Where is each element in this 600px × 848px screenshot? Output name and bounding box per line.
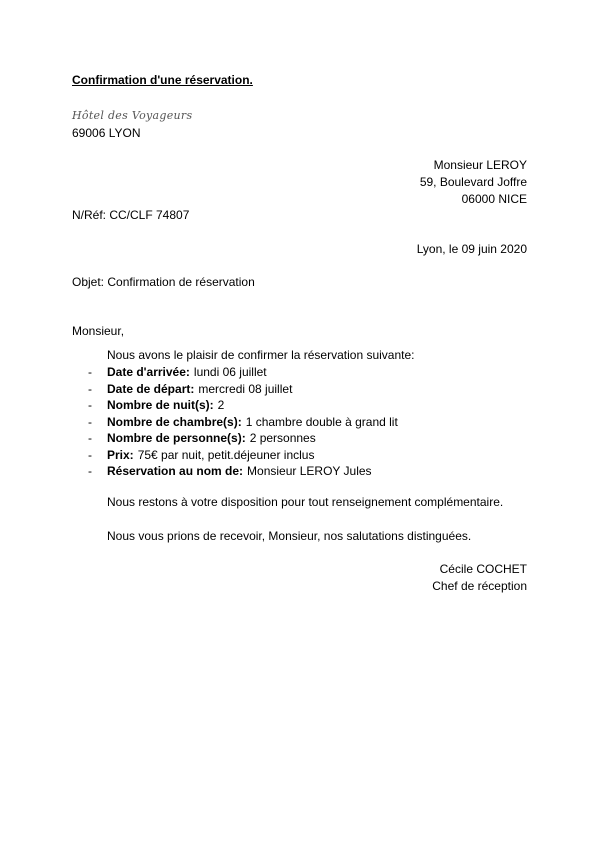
detail-value: 2 — [217, 398, 225, 412]
list-item-departure — [88, 381, 398, 398]
detail-value: Monsieur LEROY Jules — [247, 464, 372, 478]
reference-number: N/Réf: CC/CLF 74807 — [72, 208, 190, 222]
list-item-arrival — [88, 364, 398, 381]
bullet-dash: - — [88, 464, 92, 478]
document-title: Confirmation d'une réservation. — [72, 73, 253, 87]
detail-label: Nombre de nuit(s): — [107, 398, 214, 412]
date-line: Lyon, le 09 juin 2020 — [416, 242, 527, 256]
bullet-dash: - — [88, 398, 92, 412]
list-item-nights — [88, 397, 398, 414]
list-item-booking-name — [88, 463, 398, 480]
detail-label: Nombre de personne(s): — [107, 431, 246, 445]
list-item-persons — [88, 430, 398, 447]
list-item-price — [88, 447, 398, 464]
sender-city: 69006 LYON — [72, 126, 141, 140]
bullet-dash: - — [88, 365, 92, 379]
detail-value: 1 chambre double à grand lit — [245, 414, 398, 429]
detail-label: Prix: — [107, 447, 134, 462]
recipient-name: Monsieur LEROY — [433, 158, 527, 172]
reservation-details-list — [88, 364, 398, 480]
signature-role: Chef de réception — [432, 579, 527, 593]
bullet-dash: - — [88, 381, 92, 396]
detail-label: Nombre de chambre(s): — [107, 414, 242, 429]
salutation: Monsieur, — [72, 324, 125, 338]
detail-value: lundi 06 juillet — [193, 365, 267, 379]
detail-label: Réservation au nom de: — [107, 464, 244, 478]
detail-label: Date d'arrivée: — [107, 365, 190, 379]
bullet-dash: - — [88, 447, 92, 462]
subject-line: Objet: Confirmation de réservation — [72, 275, 255, 289]
availability-paragraph: Nous restons à votre disposition pour tout renseignement complémentaire. — [107, 495, 504, 509]
recipient-street: 59, Boulevard Joffre — [419, 175, 527, 189]
recipient-city: 06000 NICE — [461, 192, 527, 206]
closing-formula: Nous vous prions de recevoir, Monsieur, nos salutations distinguées. — [107, 529, 472, 543]
detail-value: mercredi 08 juillet — [198, 381, 293, 396]
bullet-dash: - — [88, 431, 92, 445]
bullet-dash: - — [88, 414, 92, 429]
signature-name: Cécile COCHET — [439, 562, 527, 576]
detail-label: Date de départ: — [107, 381, 195, 396]
hotel-name-logo: Hôtel des Voyageurs — [72, 109, 193, 122]
detail-value: 2 personnes — [249, 431, 316, 445]
list-item-rooms — [88, 414, 398, 431]
intro-paragraph: Nous avons le plaisir de confirmer la réservation suivante: — [107, 348, 415, 362]
detail-value: 75€ par nuit, petit.déjeuner inclus — [137, 447, 315, 462]
